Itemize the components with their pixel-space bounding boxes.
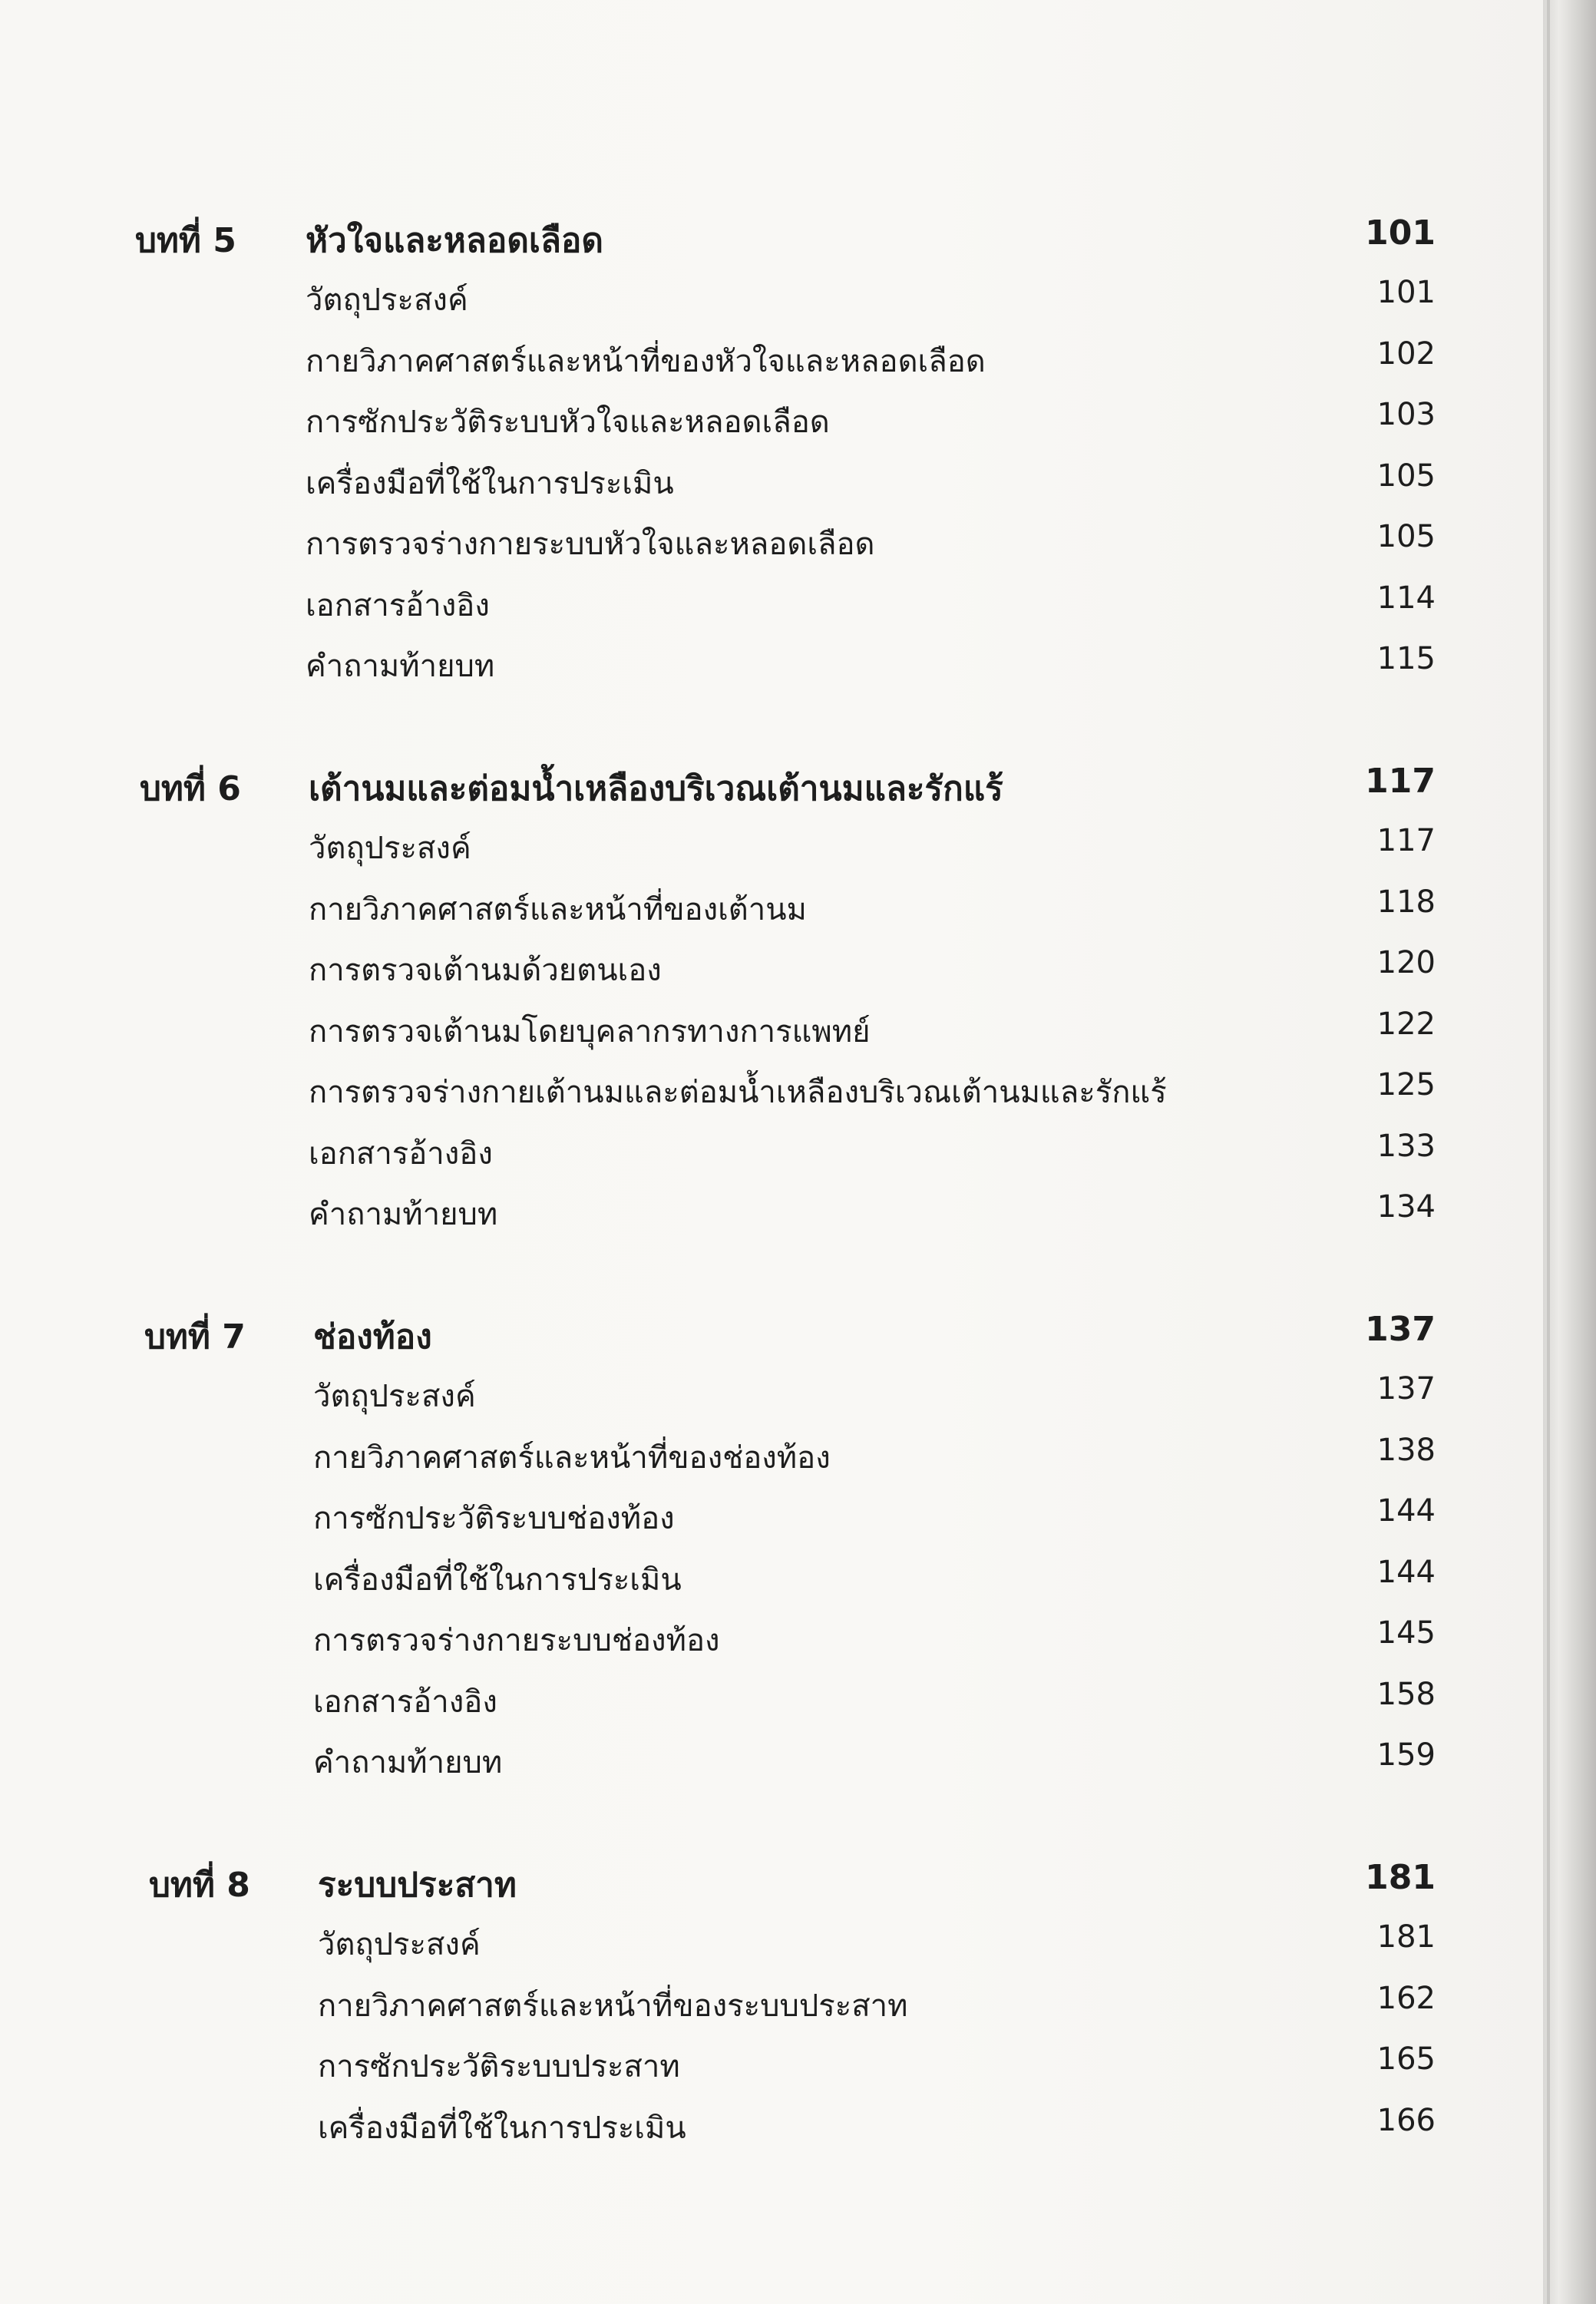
entry-page-number: 137 [1376, 1371, 1436, 1407]
toc-entry [0, 1129, 1543, 1190]
toc-entry [0, 1493, 1543, 1555]
chapter-6 [0, 762, 1543, 1251]
chapter-label: บทที่ 7 [144, 1317, 246, 1357]
entry-page-number: 181 [1376, 1919, 1436, 1955]
entry-page-number: 114 [1376, 580, 1436, 616]
entry-title: การตรวจร่างกายระบบช่องท้อง [313, 1623, 720, 1658]
chapter-entries [0, 1919, 1543, 2164]
toc-entry [0, 641, 1543, 702]
chapter-heading [0, 762, 1543, 823]
toc-entry [0, 1007, 1543, 1068]
toc-entry [0, 1919, 1543, 1981]
page-edge [1547, 0, 1550, 2304]
entry-title: เอกสารอ้างอิง [309, 1135, 493, 1172]
entry-page-number: 117 [1376, 823, 1436, 858]
toc-entry [0, 1555, 1543, 1616]
chapter-heading [0, 213, 1543, 275]
chapter-title: หัวใจและหลอดเลือด [306, 221, 603, 260]
toc-entry [0, 884, 1543, 946]
toc-entry [0, 1677, 1543, 1738]
toc-entry [0, 275, 1543, 336]
entry-page-number: 115 [1376, 641, 1436, 676]
chapter-title: ระบบประสาท [318, 1866, 517, 1905]
entry-title: การตรวจเต้านมโดยบุคลากรทางการแพทย์ [309, 1013, 871, 1050]
entry-title: กายวิภาคศาสตร์และหน้าที่ของหัวใจและหลอดเลือด [306, 343, 986, 379]
entry-title: การซักประวัติระบบประสาท [318, 2049, 680, 2084]
entry-title: เครื่องมือที่ใช้ในการประเมิน [306, 465, 674, 501]
toc-entry [0, 1067, 1543, 1129]
entry-page-number: 133 [1376, 1128, 1436, 1164]
toc-entry [0, 2041, 1543, 2103]
chapter-label: บทที่ 5 [135, 221, 236, 260]
toc-entry [0, 1433, 1543, 1494]
chapter-title: เต้านมและต่อมน้ำเหลืองบริเวณเต้านมและรักแร้ [309, 769, 1003, 808]
entry-page-number: 101 [1376, 275, 1436, 310]
entry-title: เอกสารอ้างอิง [306, 587, 490, 623]
entry-title: คำถามท้ายบท [306, 649, 495, 684]
entry-title: เครื่องมือที่ใช้ในการประเมิน [313, 1562, 682, 1598]
toc-entry [0, 823, 1543, 884]
chapter-label: บทที่ 6 [140, 769, 241, 808]
entry-page-number: 120 [1376, 945, 1436, 980]
toc-entry [0, 2103, 1543, 2164]
entry-page-number: 118 [1376, 884, 1436, 920]
chapter-title: ช่องท้อง [313, 1317, 432, 1357]
chapter-page-number: 181 [1365, 1858, 1436, 1897]
entry-title: กายวิภาคศาสตร์และหน้าที่ของเต้านม [309, 891, 807, 927]
entry-page-number: 138 [1376, 1432, 1436, 1468]
toc-entry [0, 1615, 1543, 1677]
toc-entry [0, 519, 1543, 580]
entry-title: คำถามท้ายบท [309, 1197, 498, 1232]
entry-title: เครื่องมือที่ใช้ในการประเมิน [318, 2110, 686, 2146]
entry-page-number: 165 [1376, 2041, 1436, 2077]
entry-title: วัตถุประสงค์ [306, 283, 468, 318]
toc-entry [0, 580, 1543, 642]
book-spine-shadow [1543, 0, 1596, 2304]
entry-page-number: 158 [1376, 1676, 1436, 1712]
entry-title: การซักประวัติระบบหัวใจและหลอดเลือด [306, 405, 830, 440]
toc-entry [0, 945, 1543, 1007]
entry-title: วัตถุประสงค์ [309, 831, 471, 866]
entry-title: วัตถุประสงค์ [318, 1927, 481, 1962]
entry-page-number: 103 [1376, 397, 1436, 432]
entry-page-number: 144 [1376, 1493, 1436, 1529]
toc-entry [0, 397, 1543, 458]
chapter-page-number: 101 [1365, 213, 1436, 253]
entry-page-number: 144 [1376, 1554, 1436, 1590]
entry-title: การตรวจเต้านมด้วยตนเอง [309, 953, 662, 988]
entry-title: การซักประวัติระบบช่องท้อง [313, 1501, 675, 1536]
entry-title: วัตถุประสงค์ [313, 1379, 476, 1414]
toc-entry [0, 1981, 1543, 2042]
entry-title: กายวิภาคศาสตร์และหน้าที่ของช่องท้อง [313, 1440, 831, 1476]
chapter-page-number: 137 [1365, 1310, 1436, 1349]
entry-page-number: 102 [1376, 336, 1436, 372]
entry-title: กายวิภาคศาสตร์และหน้าที่ของระบบประสาท [318, 1988, 908, 2024]
entry-title: คำถามท้ายบท [313, 1745, 503, 1780]
entry-page-number: 122 [1376, 1006, 1436, 1042]
toc-entry [0, 1189, 1543, 1251]
chapter-5 [0, 213, 1543, 702]
entry-page-number: 125 [1376, 1067, 1436, 1102]
entry-page-number: 166 [1376, 2102, 1436, 2138]
chapter-heading [0, 1310, 1543, 1371]
entry-page-number: 105 [1376, 519, 1436, 554]
entry-page-number: 162 [1376, 1980, 1436, 2016]
toc-entry [0, 1737, 1543, 1799]
chapter-7 [0, 1310, 1543, 1799]
entry-title: การตรวจร่างกายระบบหัวใจและหลอดเลือด [306, 527, 875, 562]
chapter-label: บทที่ 8 [149, 1866, 250, 1905]
toc-entry [0, 458, 1543, 520]
toc-entry [0, 1371, 1543, 1433]
entry-title: การตรวจร่างกายเต้านมและต่อมน้ำเหลืองบริเวณเต้านมและรักแร้ [309, 1075, 1167, 1110]
chapter-page-number: 117 [1365, 762, 1436, 801]
chapter-entries [0, 275, 1543, 702]
entry-page-number: 134 [1376, 1189, 1436, 1225]
chapter-entries [0, 1371, 1543, 1799]
entry-page-number: 159 [1376, 1737, 1436, 1773]
entry-page-number: 145 [1376, 1615, 1436, 1651]
toc-entry [0, 336, 1543, 398]
chapter-entries [0, 823, 1543, 1251]
chapter-heading [0, 1858, 1543, 1919]
entry-title: เอกสารอ้างอิง [313, 1684, 497, 1720]
entry-page-number: 105 [1376, 458, 1436, 494]
chapter-8 [0, 1858, 1543, 2164]
